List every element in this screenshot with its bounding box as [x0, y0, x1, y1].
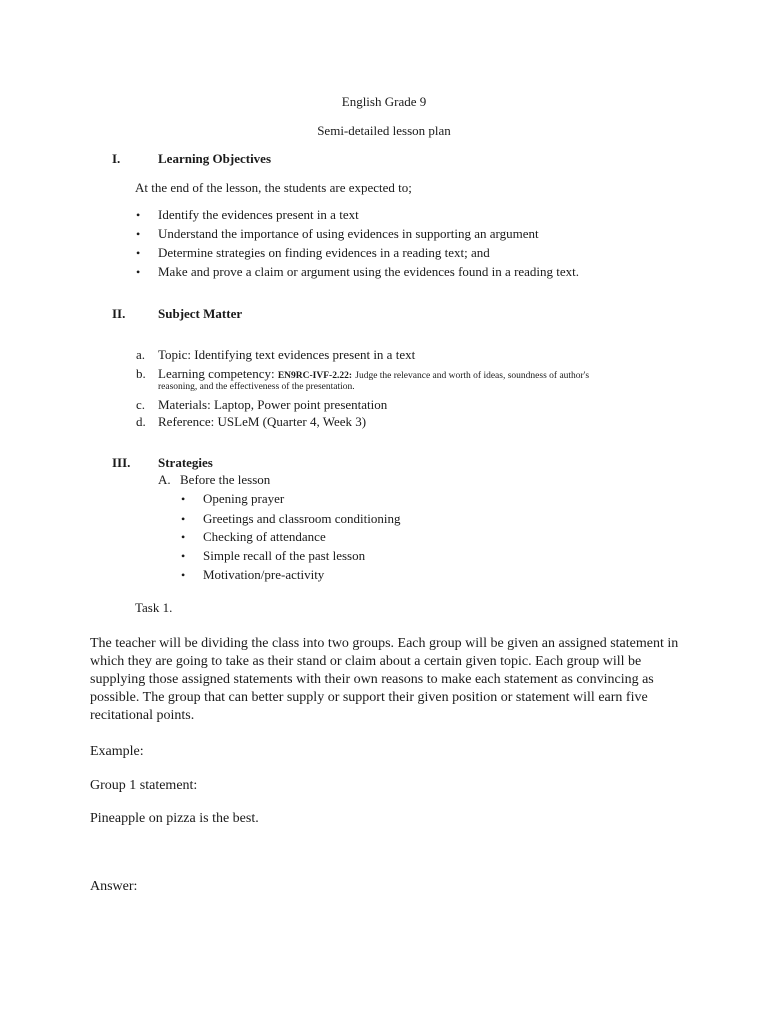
strategy-item: Greetings and classroom conditioning	[203, 511, 401, 526]
bullet-icon: •	[181, 492, 186, 506]
objective-item: Make and prove a claim or argument using the evidences found in a reading text.	[158, 264, 580, 279]
competency-detail: Judge the relevance and worth of ideas, soundness of author's	[355, 371, 590, 381]
bullet-icon: •	[136, 227, 141, 241]
objective-item: Understand the importance of using evidences in supporting an argument	[158, 226, 539, 241]
list-marker: d.	[136, 414, 146, 429]
competency-label: Learning competency:	[158, 366, 278, 381]
competency-item	[158, 366, 589, 382]
competency-detail-continued: reasoning, and the effectiveness of the presentation.	[158, 382, 355, 392]
reference-item: Reference: USLeM (Quarter 4, Week 3)	[158, 414, 367, 429]
objective-item: Identify the evidences present in a text	[158, 207, 359, 222]
bullet-icon: •	[181, 530, 186, 544]
bullet-icon: •	[136, 265, 141, 279]
bullet-icon: •	[181, 549, 186, 563]
strategy-item: Opening prayer	[203, 491, 285, 506]
task-paragraph: The teacher will be dividing the class into two groups. Each group will be given an assigned statement in which they are going to take as their stand or claim about a certain given topic. Each group will be supplying those assigned statements with their own reasons to make each statement as convincing as possible. The group that can better supply or support their given position or statement will earn five recitational points.	[90, 636, 679, 723]
sub-marker: A.	[158, 472, 171, 487]
section-1-numeral: I.	[112, 151, 121, 166]
group-statement: Pineapple on pizza is the best.	[90, 811, 259, 826]
materials-item: Materials: Laptop, Power point presentation	[158, 397, 388, 412]
bullet-icon: •	[136, 208, 141, 222]
list-marker: b.	[136, 366, 146, 381]
bullet-icon: •	[136, 246, 141, 260]
section-1-heading: Learning Objectives	[158, 151, 272, 166]
competency-code: EN9RC-IVF-2.22:	[277, 371, 352, 381]
strategy-item: Motivation/pre-activity	[203, 567, 325, 582]
bullet-icon: •	[181, 568, 186, 582]
section-3-numeral: III.	[112, 455, 131, 470]
task-label: Task 1.	[135, 600, 173, 615]
answer-label: Answer:	[90, 879, 138, 894]
list-marker: a.	[136, 347, 146, 362]
group-statement-label: Group 1 statement:	[90, 778, 198, 793]
section-2-heading: Subject Matter	[158, 306, 243, 321]
sub-heading: Before the lesson	[180, 472, 271, 487]
example-label: Example:	[90, 744, 144, 759]
objectives-intro: At the end of the lesson, the students are expected to;	[135, 180, 412, 195]
document-title: English Grade 9	[341, 94, 427, 109]
objective-item: Determine strategies on finding evidences in a reading text; and	[158, 245, 490, 260]
bullet-icon: •	[181, 512, 186, 526]
section-2-numeral: II.	[112, 306, 126, 321]
section-3-heading: Strategies	[158, 455, 213, 470]
strategy-item: Simple recall of the past lesson	[203, 548, 366, 563]
strategy-item: Checking of attendance	[203, 529, 326, 544]
document-subtitle: Semi-detailed lesson plan	[317, 123, 451, 138]
topic-item: Topic: Identifying text evidences present in a text	[158, 347, 416, 362]
list-marker: c.	[136, 397, 146, 412]
